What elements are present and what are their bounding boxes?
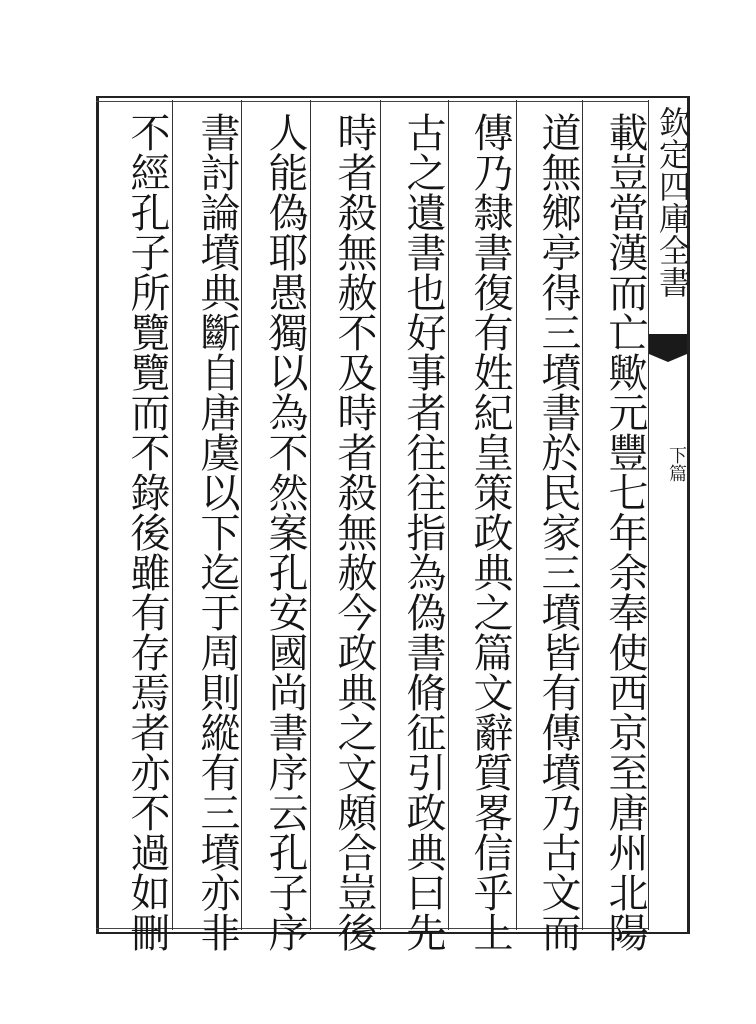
column-rule bbox=[516, 100, 517, 930]
column-rule bbox=[172, 100, 173, 930]
text-column-1: 載豈當漢而亡歟元豐七年余奉使西京至唐州北陽 bbox=[602, 112, 648, 952]
text-column-6: 人能偽耶愚獨以為不然案孔安國尚書序云孔子序 bbox=[262, 112, 308, 952]
column-rule bbox=[582, 100, 583, 930]
column-rule bbox=[380, 100, 381, 930]
margin-section-label: 下篇 bbox=[666, 446, 687, 482]
column-rule bbox=[448, 100, 449, 930]
text-column-3: 傳乃隸書復有姓紀皇策政典之篇文辭質畧信乎上 bbox=[467, 112, 513, 952]
column-rule bbox=[310, 100, 311, 930]
fishtail-mark-icon bbox=[649, 334, 687, 354]
margin-book-title: 欽定四庫全書 bbox=[654, 106, 692, 298]
text-column-5: 時者殺無赦不及時者殺無赦今政典之文頗合豈後 bbox=[331, 112, 377, 952]
text-column-8: 不經孔子所覽覽而不錄後雖有存焉者亦不過如刪 bbox=[124, 112, 170, 952]
text-column-2: 道無鄉亭得三墳書於民家三墳皆有傳墳乃古文而 bbox=[535, 112, 581, 952]
column-rule bbox=[241, 100, 242, 930]
text-column-4: 古之遺書也好事者往往指為偽書脩征引政典曰先 bbox=[400, 112, 446, 952]
frame-inner-top-rule bbox=[96, 101, 648, 102]
text-column-7: 書討論墳典斷自唐虞以下迄于周則縱有三墳亦非 bbox=[194, 112, 240, 952]
